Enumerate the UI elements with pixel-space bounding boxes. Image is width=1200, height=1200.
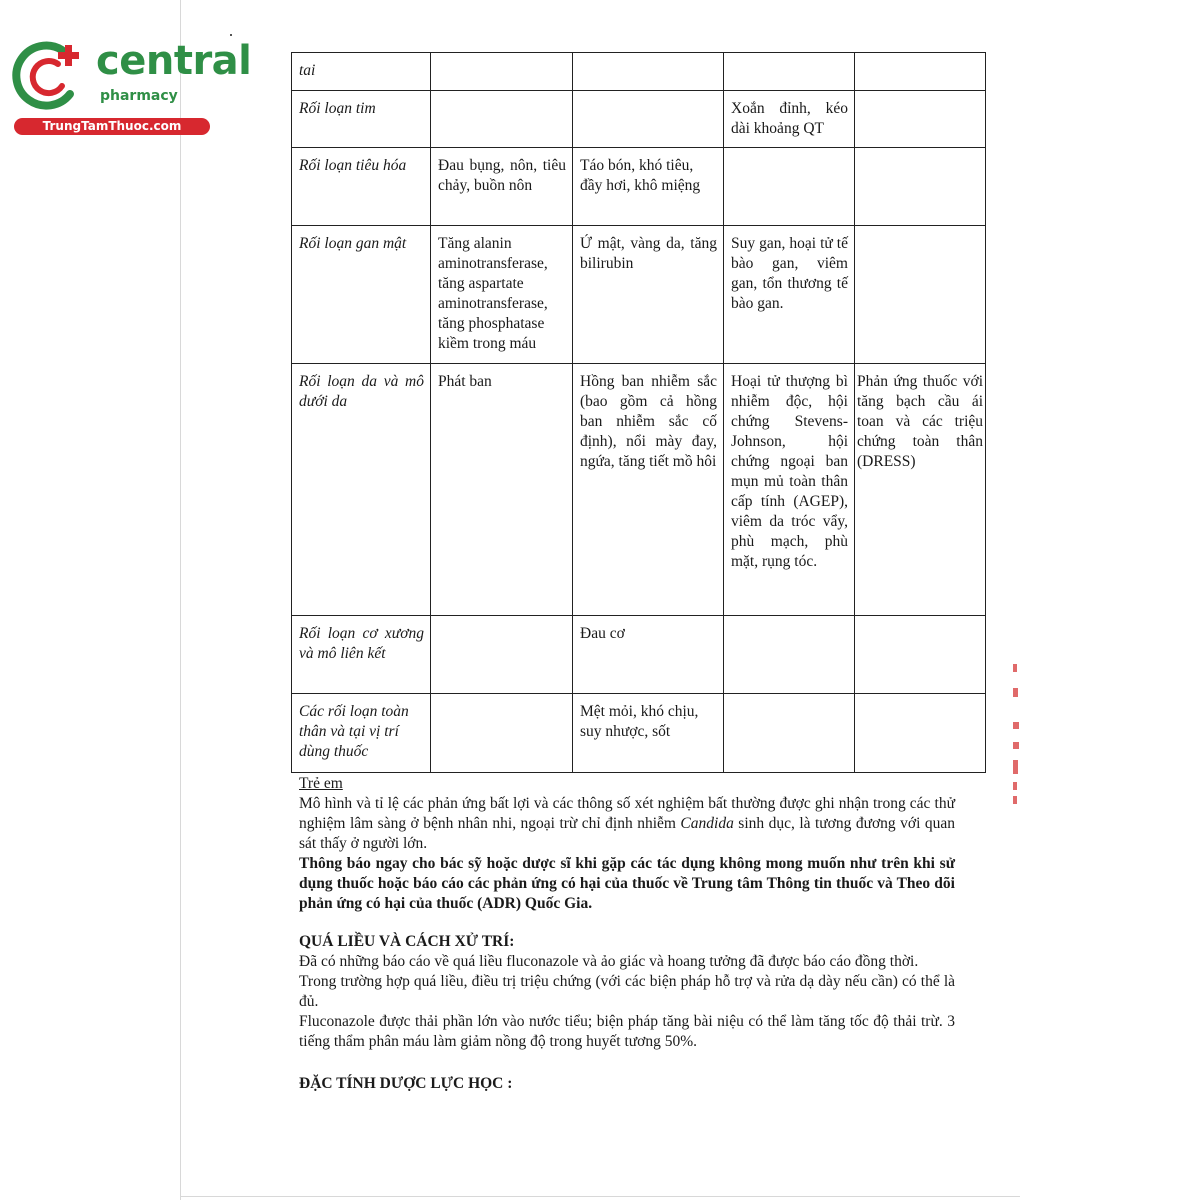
- table-cell: [724, 616, 855, 694]
- table-cell: Phát ban: [431, 364, 573, 616]
- table-cell: Đau bụng, nôn, tiêu chảy, buồn nôn: [431, 148, 573, 226]
- overdose-paragraph-2: Trong trường hợp quá liều, điều trị triệu chứng (với các biện pháp hỗ trợ và rửa dạ dày nếu cần) có thể là đủ.: [299, 973, 955, 1010]
- children-text-end: sinh dục, là tương đương với quan sát thấy ở người lớn.: [299, 815, 955, 852]
- table-cell: [855, 616, 986, 694]
- table-cell: [431, 694, 573, 773]
- page-left-edge: [180, 0, 181, 1200]
- document-body: [299, 774, 955, 1094]
- table-cell: [724, 148, 855, 226]
- table-cell: Đau cơ: [573, 616, 724, 694]
- table-cell: Xoắn đỉnh, kéo dài khoảng QT: [724, 91, 855, 148]
- children-heading: Trẻ em: [299, 775, 343, 792]
- pharmacy-cross-c-icon: [10, 36, 88, 114]
- children-text: Mô hình và tỉ lệ các phản ứng bất lợi và các thông số xét nghiệm bất thường được ghi nhận trong các thử nghiệm lâm sàng ở bệnh nhân nhi, ngoại trừ chỉ định nhiễm: [299, 795, 955, 832]
- adr-notice: Thông báo ngay cho bác sỹ hoặc dược sĩ khi gặp các tác dụng không mong muốn như trên khi sử dụng thuốc hoặc báo cáo các phản ứng có hại của thuốc về Trung tâm Thông tin thuốc và Theo dõi phản ứng có hại của thuốc (ADR) Quốc Gia.: [299, 855, 955, 912]
- red-stamp-edge: [1010, 660, 1026, 810]
- pharmacodynamics-heading: ĐẶC TÍNH DƯỢC LỰC HỌC :: [299, 1075, 513, 1092]
- table-cell: [855, 694, 986, 773]
- adverse-effects-table: [291, 52, 986, 773]
- table-row: [292, 364, 986, 616]
- table-cell: Hồng ban nhiễm sắc (bao gồm cả hồng ban nhiễm sắc cố định), nổi mày đay, ngứa, tăng tiết mồ hôi: [573, 364, 724, 616]
- table-row: [292, 53, 986, 91]
- table-cell: [724, 53, 855, 91]
- table-row: [292, 148, 986, 226]
- table-cell: Ứ mật, vàng da, tăng bilirubin: [573, 226, 724, 364]
- table-cell: [431, 53, 573, 91]
- brand-name: central: [96, 38, 252, 84]
- stamp-fragment-icon: [1010, 660, 1026, 810]
- table-cell: [855, 91, 986, 148]
- overdose-heading: QUÁ LIỀU VÀ CÁCH XỬ TRÍ:: [299, 933, 515, 950]
- organ-cell: Rối loạn da và mô dưới da: [292, 364, 431, 616]
- table-cell: [573, 53, 724, 91]
- organ-cell: Rối loạn gan mật: [292, 226, 431, 364]
- table-cell: [855, 226, 986, 364]
- table-cell: [431, 616, 573, 694]
- overdose-paragraph-3: Fluconazole được thải phần lớn vào nước tiểu; biện pháp tăng bài niệu có thể làm tăng tốc độ thải trừ. 3 tiếng thẩm phân máu làm giảm nồng độ trong huyết tương 50%.: [299, 1013, 955, 1050]
- children-paragraph: [299, 794, 955, 854]
- brand-subtitle: pharmacy: [100, 88, 178, 104]
- site-url-badge[interactable]: TrungTamThuoc.com: [14, 118, 210, 135]
- table-cell: [724, 694, 855, 773]
- table-cell: Táo bón, khó tiêu, đầy hơi, khô miệng: [573, 148, 724, 226]
- table-cell: [855, 53, 986, 91]
- organ-cell: Các rối loạn toàn thân và tại vị trí dùng thuốc: [292, 694, 431, 773]
- overdose-paragraph-1: Đã có những báo cáo về quá liều fluconazole và ảo giác và hoang tưởng đã được báo cáo đồng thời.: [299, 953, 919, 970]
- organ-cell: Rối loạn cơ xương và mô liên kết: [292, 616, 431, 694]
- table-cell: Suy gan, hoại tử tế bào gan, viêm gan, tổn thương tế bào gan.: [724, 226, 855, 364]
- page-bottom-edge: [180, 1196, 1020, 1197]
- table-row: [292, 91, 986, 148]
- organ-cell: Rối loạn tim: [292, 91, 431, 148]
- table-cell: [431, 91, 573, 148]
- table-cell: Tăng alanin aminotransferase, tăng aspartate aminotransferase, tăng phosphatase kiềm trong máu: [431, 226, 573, 364]
- candida-term: Candida: [680, 815, 734, 832]
- table-row: [292, 616, 986, 694]
- table-cell: [573, 91, 724, 148]
- table-cell: Mệt mỏi, khó chịu, suy nhược, sốt: [573, 694, 724, 773]
- organ-cell: tai: [292, 53, 431, 91]
- table-row: [292, 226, 986, 364]
- table-cell: Phản ứng thuốc với tăng bạch cầu ái toan và các triệu chứng toàn thân (DRESS): [855, 364, 986, 616]
- table-cell: Hoại tử thượng bì nhiễm độc, hội chứng Stevens-Johnson, hội chứng ngoại ban mụn mủ toàn thân cấp tính (AGEP), viêm da tróc vẩy, phù mạch, phù mặt, rụng tóc.: [724, 364, 855, 616]
- table-row: [292, 694, 986, 773]
- organ-cell: Rối loạn tiêu hóa: [292, 148, 431, 226]
- scan-speck: [230, 34, 232, 36]
- table-cell: [855, 148, 986, 226]
